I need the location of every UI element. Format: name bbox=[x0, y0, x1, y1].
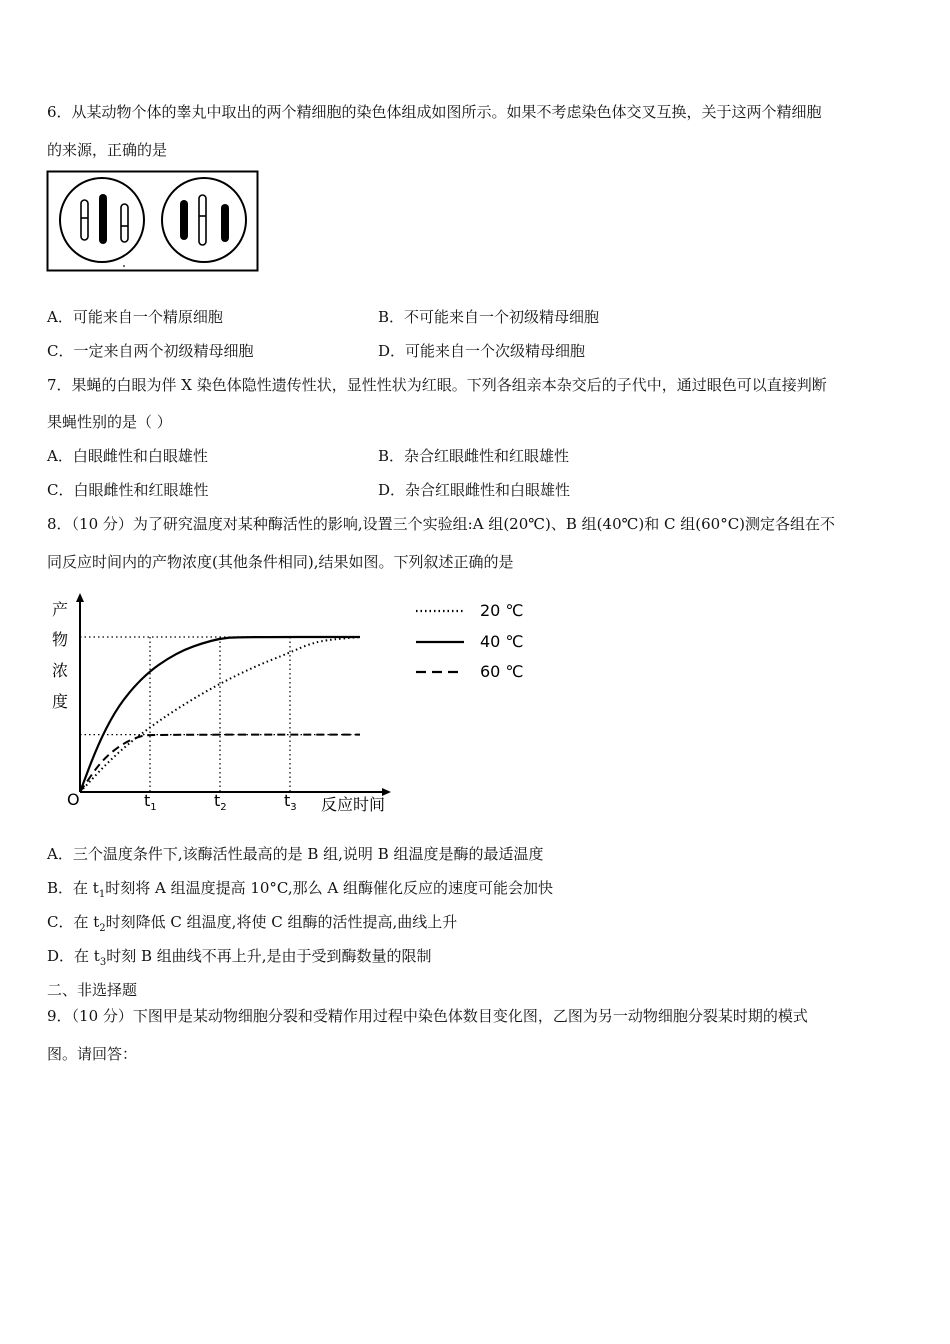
sperm-cell-left bbox=[60, 178, 144, 262]
y-label-char-4: 度 bbox=[52, 692, 69, 711]
q7-option-a: A．白眼雌性和白眼雄性 bbox=[47, 447, 208, 465]
sperm-cell-right bbox=[162, 178, 246, 262]
q7-option-d: D．杂合红眼雌性和白眼雄性 bbox=[378, 481, 571, 499]
q7-option-c: C．白眼雌性和红眼雄性 bbox=[47, 481, 209, 499]
q6-option-a: A．可能来自一个精原细胞 bbox=[47, 308, 223, 326]
q8-option-b-sub: 1 bbox=[98, 889, 106, 900]
x-tick-label-1: $t_1$ bbox=[144, 791, 157, 813]
q6-stem-line1: 6．从某动物个体的睾丸中取出的两个精细胞的染色体组成如图所示。如果不考虑染色体交叉互换，关于这两个精细胞 bbox=[47, 103, 822, 121]
y-label-char-2: 物 bbox=[52, 630, 69, 649]
y-label-char-1: 产 bbox=[52, 600, 69, 619]
y-axis-arrow bbox=[76, 593, 84, 602]
q8-option-c bbox=[47, 912, 457, 939]
q7-stem-line1: 7．果蝇的白眼为伴 X 染色体隐性遗传性状，显性性状为红眼。下列各组亲本杂交后的子代中，通过眼色可以直接判断 bbox=[47, 376, 827, 394]
q8-option-b bbox=[47, 878, 553, 905]
q9-stem-line2: 图。请回答： bbox=[47, 1045, 138, 1063]
q6-option-b: B．不可能来自一个初级精母细胞 bbox=[378, 308, 600, 326]
q8-option-a: A．三个温度条件下,该酶活性最高的是 B 组,说明 B 组温度是酶的最适温度 bbox=[47, 845, 544, 863]
q8-option-b-pre: B．在 t bbox=[47, 879, 99, 897]
q8-stem-line1: 8．（10 分）为了研究温度对某种酶活性的影响,设置三个实验组:A 组(20℃)、B 组(40℃)和 C 组(60°C)测定各组在不 bbox=[47, 515, 836, 533]
q8-option-b-post: 时刻将 A 组温度提高 10°C,那么 A 组酶催化反应的速度可能会加快 bbox=[105, 879, 554, 897]
section-heading: 二、非选择题 bbox=[47, 981, 138, 999]
q7-stem-line2: 果蝇性别的是（ ） bbox=[47, 413, 172, 431]
q8-option-d-post: 时刻 B 组曲线不再上升,是由于受到酶数量的限制 bbox=[106, 947, 432, 965]
q8-option-d-pre: D．在 t bbox=[47, 947, 100, 965]
legend-label-20: 20 ℃ bbox=[480, 601, 524, 620]
enzyme-product-chart bbox=[46, 592, 546, 820]
q6-stem-line2: 的来源，正确的是 bbox=[47, 141, 168, 159]
origin-label: O bbox=[67, 790, 80, 809]
x-tick-sub-3: 3 bbox=[290, 802, 297, 813]
q8-option-c-sub: 2 bbox=[99, 923, 106, 934]
x-tick-label-2: $t_2$ bbox=[214, 791, 227, 813]
y-label-char-3: 浓 bbox=[52, 661, 69, 680]
sperm-cells-figure bbox=[46, 170, 260, 274]
x-axis-label: 反应时间 bbox=[321, 795, 386, 814]
q8-option-c-post: 时刻降低 C 组温度,将使 C 组酶的活性提高,曲线上升 bbox=[105, 913, 458, 931]
legend-label-40: 40 ℃ bbox=[480, 632, 524, 651]
q8-stem-line2: 同反应时间内的产物浓度(其他条件相同),结果如图。下列叙述正确的是 bbox=[47, 553, 514, 571]
q8-option-d-sub: 3 bbox=[99, 957, 107, 968]
x-tick-label-3: $t_3$ bbox=[284, 791, 297, 813]
q8-option-c-pre: C．在 t bbox=[47, 913, 100, 931]
q9-stem-line1: 9．（10 分）下图甲是某动物细胞分裂和受精作用过程中染色体数目变化图，乙图为另一动物细胞分裂某时期的模式 bbox=[47, 1007, 808, 1025]
q8-option-d bbox=[47, 946, 432, 973]
x-tick-sub-1: 1 bbox=[150, 802, 157, 813]
q7-option-b: B．杂合红眼雌性和红眼雄性 bbox=[378, 447, 570, 465]
x-tick-sub-2: 2 bbox=[220, 802, 227, 813]
q6-option-d: D．可能来自一个次级精母细胞 bbox=[378, 342, 586, 360]
legend-label-60: 60 ℃ bbox=[480, 662, 524, 681]
q6-option-c: C．一定来自两个初级精母细胞 bbox=[47, 342, 254, 360]
